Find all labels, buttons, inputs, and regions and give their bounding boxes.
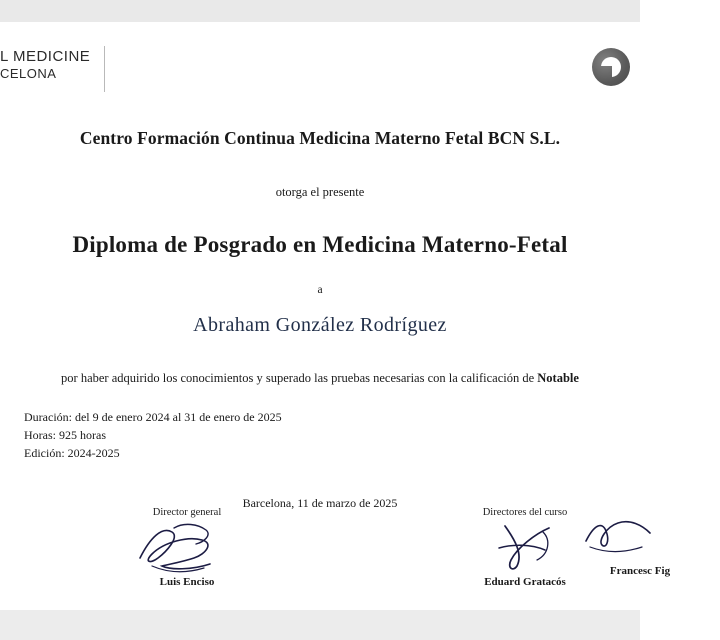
signature-scribble-left-icon [92,518,282,574]
grants-text: otorga el presente [275,185,365,199]
diploma-sheet [0,22,671,610]
diploma-body [0,92,640,511]
grade-value: Notable [537,371,579,385]
letterhead-line-2: CELONA [0,66,57,81]
letterhead [0,48,100,82]
signature-block-course-director-2 [560,507,720,577]
letterhead-divider [104,46,105,92]
letterhead-line-1: L MEDICINE [0,48,91,65]
signature-block-director-general [92,507,282,588]
signature-name-right: Francesc Fig [609,565,671,577]
issuing-organization: Centro Formación Continua Medicina Materno Fetal BCN S.L. [79,128,561,148]
signature-scribble-right-icon [560,507,720,563]
signature-role-middle: Directores del curso [482,507,568,518]
detail-hours: Horas: 925 horas [24,428,106,442]
diploma-title: Diploma de Posgrado en Medicina Materno-Fetal [72,232,568,257]
place-and-date: Barcelona, 11 de marzo de 2025 [242,496,398,510]
signature-name-middle: Eduard Gratacós [484,576,566,588]
recipient-name: Abraham González Rodríguez [193,314,447,336]
merit-statement [0,371,640,386]
detail-edition: Edición: 2024-2025 [24,446,120,460]
to-word: a [317,284,323,296]
course-details [0,408,640,462]
merit-text: por haber adquirido los conocimientos y superado las pruebas necesarias con la calificación de [61,371,538,385]
signature-name-left: Luis Enciso [159,576,215,588]
scan-band-bottom [0,610,640,640]
signature-role-left: Director general [152,507,222,518]
circular-logo-mark-icon [592,48,630,86]
detail-duration: Duración: del 9 de enero 2024 al 31 de enero de 2025 [24,410,282,424]
scan-band-top [0,0,640,22]
